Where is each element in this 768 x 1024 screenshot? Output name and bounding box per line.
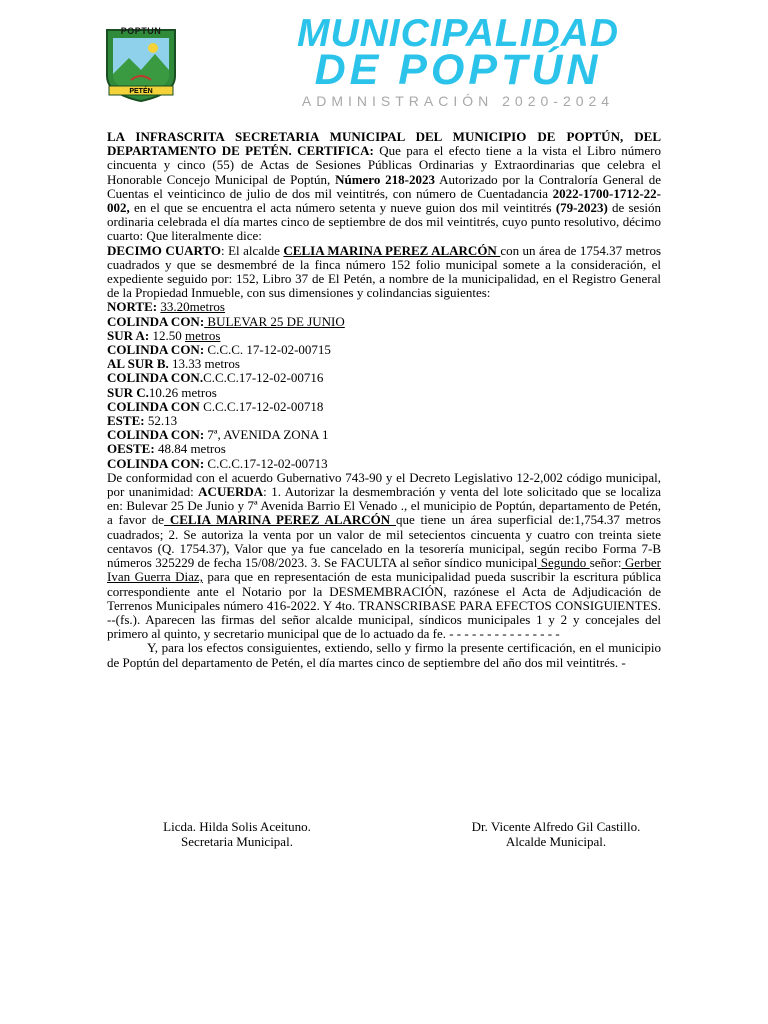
colinda-label: COLINDA CON: [107, 398, 200, 414]
applicant-name: CELIA MARINA PEREZ ALARCÓN: [283, 242, 501, 258]
acuerdo-paragraph: [107, 471, 661, 641]
municipal-logo: [101, 24, 181, 102]
boundary-sur-a: [107, 329, 661, 343]
boundary-oeste: [107, 442, 661, 456]
decimo-text-a: : El alcalde: [221, 242, 284, 258]
al-sur-b-label: AL SUR B.: [107, 356, 169, 372]
norte-value: 33.20metros: [160, 299, 225, 315]
mayor-name: Dr. Vicente Alfredo Gil Castillo.: [471, 819, 641, 834]
sur-c-value: 10.26 metros: [148, 384, 217, 400]
decimo-label: DECIMO CUARTO: [107, 242, 222, 258]
boundary-este: [107, 414, 661, 428]
sur-a-value: 12.50: [152, 327, 182, 343]
boundary-colinda-1: [107, 315, 661, 329]
boundary-colinda-5: [107, 428, 661, 442]
intro-paragraph: [107, 130, 661, 244]
boundary-colinda-2: [107, 343, 661, 357]
acuerda-label: ACUERDA: [198, 484, 264, 500]
logo-ribbon-text: PETÉN: [129, 88, 153, 95]
acuerdo-text-e: para que en representación de esta municipalidad pueda suscribir la escritura pública correspondiente ante el Notario por la DESMEMBRACIÓN, razónese el Acta de Adjudicación de Terrenos Municipales número 416-2022. Y 4to. TRANSCRIBASE PARA EFECTOS CONSIGUIENTES. --(fs.). Aparecen las firmas del señor alcalde municipal, síndicos municipales 1 y 2 y concejales del primero al quinto, y secretario municipal que de lo actuado da fe. - - - - - - - - - - - - - - -: [107, 569, 661, 642]
banner-title-line1: MUNICIPALIDAD: [296, 12, 620, 55]
intro-heading: LA INFRASCRITA SECRETARIA MUNICIPAL DEL MUNICIPIO DE POPTÚN, DEL DEPARTAMENTO DE PETÉN. CERTIFICA:: [107, 129, 661, 159]
acta-book-number: Número 218-2023: [335, 171, 435, 187]
closing-paragraph: Y, para los efectos consiguientes, extiendo, sello y firmo la presente certificación, en el municipio de Poptún del departamento de Petén, el día martes cinco de septiembre del año dos mil veintitrés. -: [107, 640, 661, 670]
secretary-signature-block: [142, 819, 332, 849]
colinda-value: C.C.C.17-12-02-00716: [203, 370, 324, 386]
boundary-al-sur-b: [107, 357, 661, 371]
decimo-text-b: con un área de 1754.37 metros cuadrados y que se desmembré de la finca número 152 folio municipal somete a la consideración, el expediente seguido por: 152, Libro 37 de El Petén, a nombre de la municipalidad, en el Registro General de la Propiedad Inmueble, con sus dimensiones y colindancias siguientes:: [107, 242, 662, 301]
intro-text-c: en el que se encuentra el acta número setenta y nueve guion dos mil veintitrés: [129, 200, 556, 216]
colinda-value: 7ª, AVENIDA ZONA 1: [207, 427, 329, 443]
intro-text-d: de sesión ordinaria celebrada el día martes cinco de septiembre de dos mil veintitrés, cuyo punto resolutivo, décimo cuarto: Que literalmente dice:: [107, 200, 661, 244]
secretary-title: Secretaria Municipal.: [181, 834, 293, 849]
sur-a-label: SUR A:: [107, 327, 150, 343]
colinda-value: BULEVAR 25 DE JUNIO: [204, 313, 345, 329]
boundary-sur-c: [107, 386, 661, 400]
intro-text-a: Que para el efecto tiene a la vista el Libro número cincuenta y cinco (55) de Actas de Sesiones Públicas Ordinarias y Extraordinarias que celebra el Honorable Concejo Municipal de Poptún,: [107, 143, 661, 187]
colinda-value: C.C.C. 17-12-02-00715: [207, 342, 331, 358]
acuerdo-text-d: señor:: [589, 555, 622, 571]
sur-c-label: SUR C.: [107, 384, 149, 400]
colinda-label: COLINDA CON:: [107, 455, 205, 471]
boundary-colinda-4: [107, 400, 661, 414]
logo-title: POPTUN: [120, 26, 162, 36]
applicant-name: CELIA MARINA PEREZ ALARCÓN: [164, 512, 396, 528]
este-value: 52.13: [147, 413, 178, 429]
sindico-name: Gerber Ivan Guerra Diaz,: [107, 555, 662, 585]
mayor-signature-block: [450, 819, 662, 849]
cuentadancia-number: 2022-1700-1712-22-002,: [107, 185, 661, 216]
acta-number: (79-2023): [555, 200, 608, 216]
colinda-value: C.C.C.17-12-02-00718: [203, 398, 324, 414]
colinda-label: COLINDA CON.: [107, 370, 204, 386]
colinda-label: COLINDA CON:: [107, 427, 205, 443]
acuerdo-text-a: De conformidad con el acuerdo Gubernativo 743-90 y el Decreto Legislativo 12-2,002 código municipal, por unanimidad:: [107, 469, 661, 500]
secretary-name: Licda. Hilda Solis Aceituno.: [163, 819, 311, 834]
colinda-label: COLINDA CON:: [107, 342, 205, 358]
banner-subtitle: ADMINISTRACIÓN 2020-2024: [301, 93, 615, 109]
oeste-label: OESTE:: [107, 441, 155, 457]
norte-label: NORTE:: [107, 299, 158, 315]
acuerdo-text-c: que tiene un área superficial de:1,754.37 metros cuadrados; 2. Se autoriza la venta por un valor de mil setecientos cincuenta y cuatro con treinta siete centavos (Q. 1754.37), Valor que ya fue cancelado en la tesorería municipal, según recibo Forma 7-B números 325229 de fecha 15/08/2023. 3. Se FACULTA al señor síndico municipal: [107, 512, 661, 571]
boundary-norte: [107, 300, 661, 314]
header-banner: [224, 12, 692, 109]
colinda-label: COLINDA CON:: [107, 313, 205, 329]
oeste-value: 48.84 metros: [157, 441, 226, 457]
este-label: ESTE:: [107, 413, 145, 429]
decimo-paragraph: [107, 244, 661, 301]
colinda-value: C.C.C.17-12-02-00713: [207, 455, 328, 471]
boundary-colinda-3: [107, 371, 661, 385]
acuerdo-text-b: : 1. Autorizar la desmembración y venta del lote solicitado que se localiza en: Bulevar 25 De Junio y 7ª Avenida Barrio El Venado ., el municipio de Poptún, departamento de Petén, a favor de: [107, 484, 661, 528]
al-sur-b-value: 13.33 metros: [172, 356, 240, 372]
certification-body: [107, 130, 661, 670]
sur-a-unit: metros: [185, 327, 221, 343]
banner-title-line2: DE POPTÚN: [314, 46, 602, 94]
mayor-title: Alcalde Municipal.: [505, 834, 607, 849]
boundary-colinda-6: [107, 457, 661, 471]
intro-text-b: Autorizado por la Contraloría General de Cuentas el veinticinco de julio de dos mil veintitrés, con número de Cuentadancia: [107, 171, 661, 201]
sindico-rank: Segundo: [537, 555, 590, 571]
